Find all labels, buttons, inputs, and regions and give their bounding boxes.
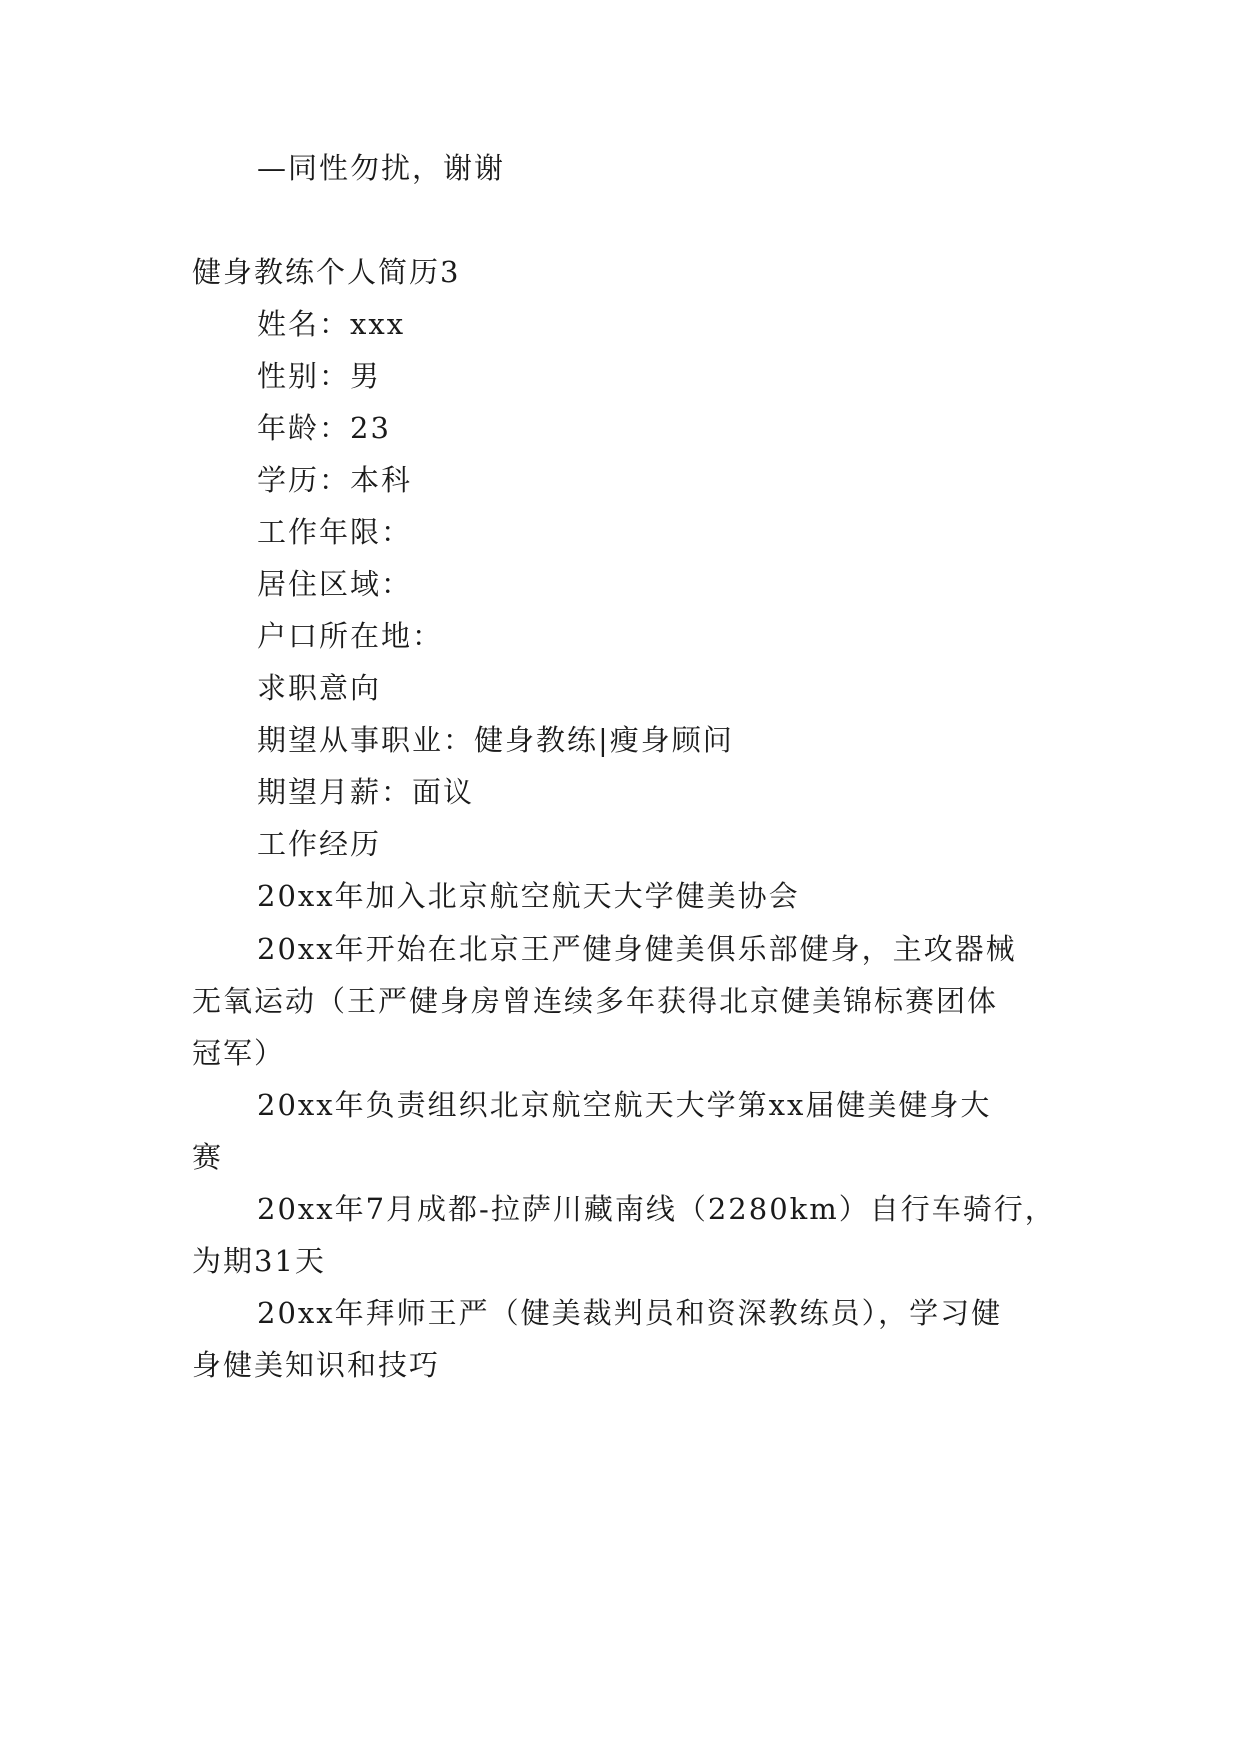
section-title: 健身教练个人简历3 <box>192 255 461 289</box>
field-residence: 居住区域： <box>257 567 413 601</box>
experience-line: 冠军） <box>192 1036 286 1070</box>
field-name: 姓名：xxx <box>257 307 406 341</box>
experience-line: 20xx年加入北京航空航天大学健美协会 <box>257 879 800 913</box>
field-hukou: 户口所在地： <box>257 619 444 653</box>
closing-note: —同性勿扰，谢谢 <box>257 151 506 185</box>
work-experience-heading: 工作经历 <box>257 827 382 861</box>
desired-salary: 期望月薪：面议 <box>257 775 475 809</box>
experience-line: 身健美知识和技巧 <box>192 1348 441 1382</box>
field-age: 年龄：23 <box>257 411 391 445</box>
field-gender: 性别：男 <box>257 359 382 393</box>
experience-line: 20xx年开始在北京王严健身健美俱乐部健身，主攻器械 <box>257 932 1017 966</box>
experience-line: 为期31天 <box>192 1244 326 1278</box>
experience-line: 20xx年负责组织北京航空航天大学第xx届健美健身大 <box>257 1088 992 1122</box>
field-work-years: 工作年限： <box>257 515 413 549</box>
experience-line: 20xx年7月成都-拉萨川藏南线（2280km）自行车骑行， <box>257 1192 1056 1226</box>
experience-line: 赛 <box>192 1140 224 1174</box>
field-education: 学历：本科 <box>257 463 413 497</box>
job-intention-heading: 求职意向 <box>257 671 382 705</box>
experience-line: 无氧运动（王严健身房曾连续多年获得北京健美锦标赛团体 <box>192 984 999 1018</box>
desired-occupation: 期望从事职业：健身教练|瘦身顾问 <box>257 723 734 757</box>
experience-line: 20xx年拜师王严（健美裁判员和资深教练员），学习健 <box>257 1296 1003 1330</box>
